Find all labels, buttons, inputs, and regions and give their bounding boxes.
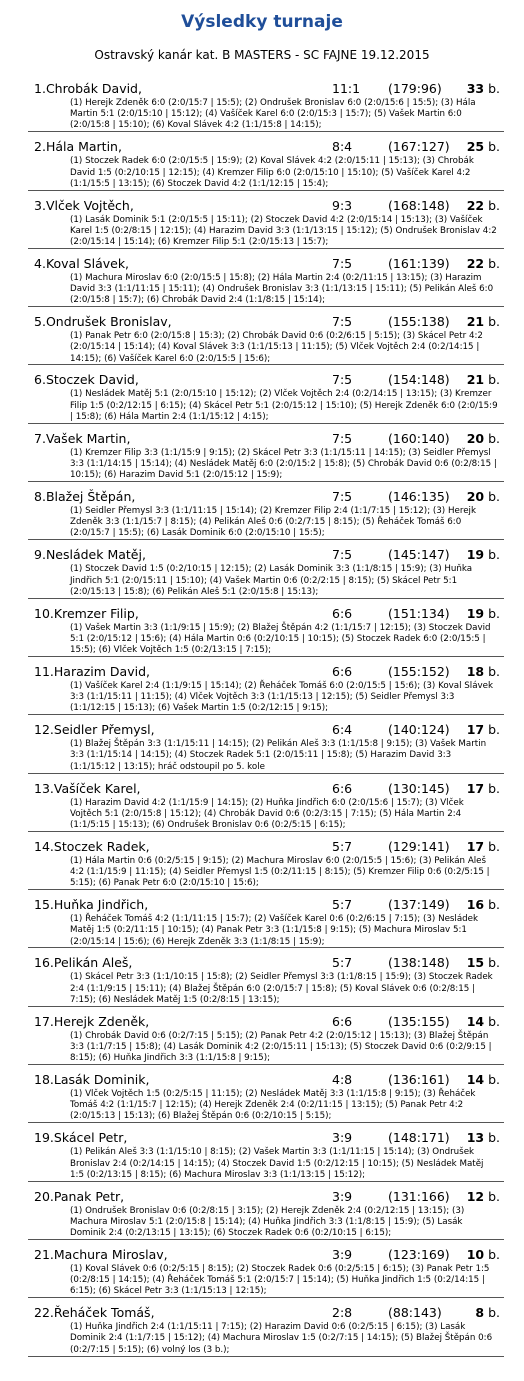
player-games: (1) Nesládek Matěj 5:1 (2:0/15:10 | 15:12); (2) Vlček Vojtěch 2:4 (0:2/14:15 | 13:15); (3) Kremzer Filip 1:5 (0:2/12:15 | 6:15); (4) Skácel Petr 5:1 (2:0/15:12 | 15:10); (5) Herejk Zdeněk 6:0 (2:0/15:9 | 15:8); (6) Hála Martin 2:4 (1:1/15:12 | 4:15);	[70, 389, 498, 422]
player-header	[28, 1014, 504, 1030]
player-score: 3:9	[332, 1130, 353, 1146]
player-rank: 6.	[34, 372, 46, 388]
player-rank: 21.	[34, 1246, 54, 1262]
player-games: (1) Herejk Zdeněk 6:0 (2:0/15:7 | 15:5); (2) Ondrušek Bronislav 6:0 (2:0/15:6 | 15:5); (3) Hála Martin 5:1 (2:0/15:10 | 15:12); (4) Vašíček Karel 6:0 (2:0/15:3 | 15:7); (5) Vašek Martin 6:0 (2:0/15:8 | 15:10); (6) Koval Slávek 4:2 (1:1/15:8 | 14:15);	[70, 98, 476, 131]
player-rank: 20.	[34, 1188, 54, 1204]
player-name: 9.Nesládek Matěj,	[34, 547, 146, 563]
player-ratio: (155:138)	[388, 314, 450, 330]
player-points: 16 b.	[466, 897, 500, 913]
player-games: (1) Harazim David 4:2 (1:1/15:9 | 14:15); (2) Huňka Jindřich 6:0 (2:0/15:6 | 15:7); (3) Vlček Vojtěch 5:1 (2:0/15:8 | 15:12); (4) Chrobák David 0:6 (0:2/3:15 | 7:15); (5) Hála Martin 2:4 (1:1/5:15 | 15:13); (6) Ondrušek Bronislav 0:6 (0:2/5:15 | 6:15);	[70, 797, 464, 830]
player-result	[28, 774, 504, 832]
player-header	[28, 839, 504, 855]
player-points: 8 b.	[475, 1305, 500, 1321]
player-points: 20 b.	[466, 430, 500, 446]
player-rank: 9.	[34, 547, 46, 563]
player-points: 22 b.	[466, 255, 500, 271]
player-ratio: (154:148)	[388, 372, 450, 388]
player-result	[28, 1065, 504, 1123]
player-rank: 2.	[34, 139, 46, 155]
player-games: (1) Vlček Vojtěch 1:5 (0:2/5:15 | 11:15); (2) Nesládek Matěj 3:3 (1:1/15:8 | 9:15); (3) Řeháček Tomáš 4:2 (1:1/15:7 | 12:15); (4) Herejk Zdeněk 2:4 (0:2/11:15 | 13:15); (5) Panak Petr 4:2 (2:0/15:13 | 15:13); (6) Blažej Štěpán 0:6 (0:2/10:15 | 5:15);	[70, 1089, 476, 1122]
player-score: 6:6	[332, 780, 353, 796]
player-ratio: (160:140)	[388, 430, 450, 446]
player-header	[28, 1130, 504, 1146]
player-name: 1.Chrobák David,	[34, 81, 142, 96]
player-header	[28, 1072, 504, 1088]
player-name: 16.Pelikán Aleš,	[34, 955, 133, 971]
player-games: (1) Panak Petr 6:0 (2:0/15:8 | 15:3); (2) Chrobák David 0:6 (0:2/6:15 | 5:15); (3) Skácel Petr 4:2 (2:0/15:14 | 15:14); (4) Koval Slávek 3:3 (1:1/15:13 | 11:15); (5) Vlček Vojtěch 2:4 (0:2/14:15 | 14:15); (6) Vašíček Karel 6:0 (2:0/15:5 | 15:6);	[70, 331, 483, 364]
player-rank: 15.	[34, 897, 54, 913]
player-name: 17.Herejk Zdeněk,	[34, 1013, 150, 1029]
player-score: 6:6	[332, 663, 353, 679]
player-score: 7:5	[332, 489, 353, 505]
player-header	[28, 1189, 504, 1205]
player-name: 7.Vašek Martin,	[34, 430, 131, 446]
player-result	[28, 599, 504, 657]
player-points: 21 b.	[466, 314, 500, 330]
player-header	[28, 722, 504, 738]
player-games: (1) Machura Miroslav 6:0 (2:0/15:5 | 15:8); (2) Hála Martin 2:4 (0:2/11:15 | 13:15); (3) Harazim David 3:3 (1:1/11:15 | 15:11); (4) Ondrušek Bronislav 3:3 (1:1/13:15 | 15:11); (5) Pelikán Aleš 6:0 (2:0/15:8 | 15:7); (6) Chrobák David 2:4 (1:1/8:15 | 15:14);	[70, 272, 494, 306]
player-score: 3:9	[332, 1246, 353, 1262]
player-header	[28, 139, 504, 155]
player-rank: 7.	[34, 430, 46, 446]
player-name: 2.Hála Martin,	[34, 139, 122, 155]
player-games: (1) Hála Martin 0:6 (0:2/5:15 | 9:15); (2) Machura Miroslav 6:0 (2:0/15:5 | 15:6); (3) Pelikán Aleš 4:2 (1:1/15:9 | 11:15); (4) Seidler Přemysl 1:5 (0:2/11:15 | 8:15); (5) Kremzer Filip 0:6 (0:2/5:15 | 5:15); (6) Panak Petr 6:0 (2:0/15:10 | 15:6);	[70, 855, 490, 889]
player-score: 5:7	[332, 838, 353, 854]
player-ratio: (129:141)	[388, 838, 450, 854]
player-score: 9:3	[332, 197, 353, 213]
player-name: 11.Harazim David,	[34, 663, 150, 679]
player-result	[28, 249, 504, 307]
player-score: 11:1	[332, 81, 361, 96]
player-ratio: (148:171)	[388, 1130, 450, 1146]
player-points: 22 b.	[466, 197, 500, 213]
player-games: (1) Stoczek David 1:5 (0:2/10:15 | 12:15); (2) Lasák Dominik 3:3 (1:1/8:15 | 15:9); (3) Huňka Jindřich 5:1 (2:0/15:11 | 15:10); (4) Vašek Martin 0:6 (0:2/2:15 | 8:15); (5) Skácel Petr 5:1 (2:0/15:13 | 15:8); (6) Pelikán Aleš 5:1 (2:0/15:8 | 15:13);	[70, 564, 473, 597]
player-games: (1) Stoczek Radek 6:0 (2:0/15:5 | 15:9); (2) Koval Slávek 4:2 (2:0/15:11 | 15:13); (3) Chrobák David 1:5 (0:2/10:15 | 12:15); (4) Kremzer Filip 6:0 (2:0/15:10 | 15:10); (5) Vašíček Karel 4:2 (1:1/15:5 | 13:15); (6) Stoczek David 4:2 (1:1/12:15 | 15:4);	[70, 156, 474, 189]
player-header	[28, 547, 504, 563]
player-rank: 22.	[34, 1305, 54, 1321]
player-name: 3.Vlček Vojtěch,	[34, 197, 134, 213]
player-points: 13 b.	[466, 1130, 500, 1146]
player-ratio: (88:143)	[388, 1305, 442, 1321]
player-points: 19 b.	[466, 547, 500, 563]
player-score: 6:4	[332, 722, 353, 738]
player-points: 19 b.	[466, 605, 500, 621]
player-rank: 17.	[34, 1013, 54, 1029]
player-rank: 4.	[34, 255, 46, 271]
player-games: (1) Ondrušek Bronislav 0:6 (0:2/8:15 | 3:15); (2) Herejk Zdeněk 2:4 (0:2/12:15 | 13:15); (3) Machura Miroslav 5:1 (2:0/15:8 | 15:14); (4) Huňka Jindřich 3:3 (1:1/8:15 | 15:9); (5) Lasák Dominik 2:4 (0:2/13:15 | 13:15); (6) Stoczek Radek 0:6 (0:2/10:15 | 6:15);	[70, 1205, 465, 1239]
player-ratio: (131:166)	[388, 1188, 450, 1204]
player-score: 6:6	[332, 1013, 353, 1029]
player-games: (1) Chrobák David 0:6 (0:2/7:15 | 5:15); (2) Panak Petr 4:2 (2:0/15:12 | 15:13); (3) Blažej Štěpán 3:3 (1:1/7:15 | 15:8); (4) Lasák Dominik 4:2 (2:0/15:11 | 15:13); (5) Stoczek David 0:6 (0:2/9:15 | 8:15); (6) Huňka Jindřich 3:3 (1:1/15:8 | 9:15);	[70, 1030, 492, 1064]
player-games: (1) Lasák Dominik 5:1 (2:0/15:5 | 15:11); (2) Stoczek David 4:2 (2:0/15:14 | 15:13); (3) Vašíček Karel 1:5 (0:2/8:15 | 12:15); (4) Harazim David 3:3 (1:1/13:15 | 15:12); (5) Ondrušek Bronislav 4:2 (2:0/15:14 | 15:14); (6) Kremzer Filip 5:1 (2:0/15:13 | 15:7);	[70, 214, 497, 247]
player-rank: 12.	[34, 722, 54, 738]
player-games: (1) Vašíček Karel 2:4 (1:1/9:15 | 15:14); (2) Řeháček Tomáš 6:0 (2:0/15:5 | 15:6); (3) Koval Slávek 3:3 (1:1/15:11 | 11:15); (4) Vlček Vojtěch 3:3 (1:1/15:13 | 12:15); (5) Seidler Přemysl 3:3 (1:1/12:15 | 15:13); (6) Vašek Martin 1:5 (0:2/12:15 | 9:15);	[70, 680, 494, 714]
player-rank: 13.	[34, 780, 54, 796]
player-score: 5:7	[332, 955, 353, 971]
player-result	[28, 1182, 504, 1240]
player-result	[28, 657, 504, 715]
player-ratio: (135:155)	[388, 1013, 450, 1029]
player-games: (1) Seidler Přemysl 3:3 (1:1/11:15 | 15:14); (2) Kremzer Filip 2:4 (1:1/7:15 | 15:12); (3) Herejk Zdeněk 3:3 (1:1/15:7 | 8:15); (4) Pelikán Aleš 0:6 (0:2/7:15 | 8:15); (5) Řeháček Tomáš 6:0 (2:0/15:7 | 15:5); (6) Lasák Dominik 6:0 (2:0/15:10 | 15:5);	[70, 506, 477, 539]
player-rank: 19.	[34, 1130, 54, 1146]
player-name: 22.Řeháček Tomáš,	[34, 1305, 155, 1321]
player-ratio: (137:149)	[388, 897, 450, 913]
player-rank: 8.	[34, 489, 46, 505]
player-result	[28, 832, 504, 890]
player-header	[28, 664, 504, 680]
player-ratio: (136:161)	[388, 1072, 450, 1088]
player-header	[28, 489, 504, 505]
player-result	[28, 191, 504, 249]
player-games: (1) Kremzer Filip 3:3 (1:1/15:9 | 9:15); (2) Skácel Petr 3:3 (1:1/15:11 | 14:15); (3) Seidler Přemysl 3:3 (1:1/14:15 | 15:14); (4) Nesládek Matěj 6:0 (2:0/15:2 | 15:8); (5) Chrobák David 0:6 (0:2/8:15 | 10:15); (6) Harazim David 5:1 (2:0/15:12 | 15:9);	[70, 447, 497, 481]
player-points: 20 b.	[466, 489, 500, 505]
player-games: (1) Vašek Martin 3:3 (1:1/9:15 | 15:9); (2) Blažej Štěpán 4:2 (1:1/15:7 | 12:15); (3) Stoczek David 5:1 (2:0/15:12 | 15:6); (4) Hála Martin 0:6 (0:2/10:15 | 10:15); (5) Stoczek Radek 6:0 (2:0/15:5 | 15:5); (6) Vlček Vojtěch 1:5 (0:2/13:15 | 7:15);	[70, 622, 491, 656]
player-result	[28, 132, 504, 190]
player-ratio: (130:145)	[388, 780, 450, 796]
player-header	[28, 431, 504, 447]
player-games: (1) Řeháček Tomáš 4:2 (1:1/11:15 | 15:7); (2) Vašíček Karel 0:6 (0:2/6:15 | 7:15); (3) Nesládek Matěj 1:5 (0:2/11:15 | 10:15); (4) Panak Petr 3:3 (1:1/15:8 | 9:15); (5) Machura Miroslav 5:1 (2:0/15:14 | 15:6); (6) Herejk Zdeněk 3:3 (1:1/8:15 | 15:9);	[70, 914, 479, 947]
player-result	[28, 540, 504, 598]
player-points: 10 b.	[466, 1246, 500, 1262]
player-score: 7:5	[332, 547, 353, 563]
player-name: 6.Stoczek David,	[34, 372, 139, 388]
player-result	[28, 482, 504, 540]
player-ratio: (161:139)	[388, 255, 450, 271]
player-name: 8.Blažej Štěpán,	[34, 489, 136, 505]
player-result	[28, 1007, 504, 1065]
player-header	[28, 897, 504, 913]
player-ratio: (151:134)	[388, 605, 450, 621]
results-list	[0, 74, 524, 1357]
player-ratio: (167:127)	[388, 139, 450, 155]
player-header	[28, 781, 504, 797]
player-games: (1) Skácel Petr 3:3 (1:1/10:15 | 15:8); (2) Seidler Přemysl 3:3 (1:1/8:15 | 15:9); (3) Stoczek Radek 2:4 (1:1/9:15 | 15:11); (4) Blažej Štěpán 6:0 (2:0/15:7 | 15:8); (5) Koval Slávek 0:6 (0:2/8:15 | 7:15); (6) Nesládek Matěj 1:5 (0:2/8:15 | 13:15);	[70, 972, 493, 1005]
player-games: (1) Blažej Štěpán 3:3 (1:1/15:11 | 14:15); (2) Pelikán Aleš 3:3 (1:1/15:8 | 9:15); (3) Vašek Martin 3:3 (1:1/15:14 | 14:15); (4) Stoczek Radek 5:1 (2:0/15:11 | 15:8); (5) Harazim David 3:3 (1:1/15:12 | 13:15); hráč odstoupil po 5. kole	[70, 739, 487, 772]
player-rank: 18.	[34, 1072, 54, 1088]
player-name: 12.Seidler Přemysl,	[34, 722, 155, 738]
player-name: 4.Koval Slávek,	[34, 255, 130, 271]
player-header	[28, 198, 504, 214]
player-points: 25 b.	[466, 139, 500, 155]
player-points: 15 b.	[466, 955, 500, 971]
player-games: (1) Koval Slávek 0:6 (0:2/5:15 | 8:15); (2) Stoczek Radek 0:6 (0:2/5:15 | 6:15); (3) Panak Petr 1:5 (0:2/8:15 | 14:15); (4) Řeháček Tomáš 5:1 (2:0/15:7 | 15:14); (5) Huňka Jindřich 1:5 (0:2/14:15 | 6:15); (6) Skácel Petr 3:3 (1:1/15:13 | 12:15);	[70, 1263, 490, 1297]
player-name: 19.Skácel Petr,	[34, 1130, 128, 1146]
player-ratio: (138:148)	[388, 955, 450, 971]
player-score: 7:5	[332, 372, 353, 388]
player-header	[28, 372, 504, 388]
player-result	[28, 890, 504, 948]
player-header	[28, 256, 504, 272]
player-result	[28, 424, 504, 482]
player-points: 33 b.	[466, 81, 500, 96]
player-points: 14 b.	[466, 1072, 500, 1088]
player-score: 7:5	[332, 430, 353, 446]
player-header	[28, 314, 504, 330]
player-points: 17 b.	[466, 780, 500, 796]
player-ratio: (123:169)	[388, 1246, 450, 1262]
player-games: (1) Huňka Jindřich 2:4 (1:1/15:11 | 7:15); (2) Harazim David 0:6 (0:2/5:15 | 6:15); (3) Lasák Dominik 2:4 (1:1/7:15 | 15:12); (4) Machura Miroslav 1:5 (0:2/7:15 | 14:15); (5) Blažej Štěpán 0:6 (0:2/7:15 | 5:15); (6) volný los (3 b.);	[70, 1322, 493, 1355]
player-points: 17 b.	[466, 722, 500, 738]
player-result	[28, 948, 504, 1006]
player-name: 5.Ondrušek Bronislav,	[34, 314, 172, 330]
player-points: 12 b.	[466, 1188, 500, 1204]
player-ratio: (168:148)	[388, 197, 450, 213]
player-result	[28, 307, 504, 365]
player-rank: 1.	[34, 81, 46, 96]
player-name: 20.Panak Petr,	[34, 1188, 125, 1204]
player-rank: 14.	[34, 838, 54, 854]
player-ratio: (155:152)	[388, 663, 450, 679]
player-rank: 3.	[34, 197, 46, 213]
player-header	[28, 606, 504, 622]
player-ratio: (179:96)	[388, 81, 442, 96]
player-result	[28, 1123, 504, 1181]
player-points: 21 b.	[466, 372, 500, 388]
player-score: 8:4	[332, 139, 353, 155]
player-header	[28, 1305, 504, 1321]
player-score: 4:8	[332, 1072, 353, 1088]
player-name: 10.Kremzer Filip,	[34, 605, 139, 621]
player-ratio: (146:135)	[388, 489, 450, 505]
player-ratio: (140:124)	[388, 722, 450, 738]
player-score: 6:6	[332, 605, 353, 621]
player-score: 7:5	[332, 255, 353, 271]
player-games: (1) Pelikán Aleš 3:3 (1:1/15:10 | 8:15); (2) Vašek Martin 3:3 (1:1/11:15 | 15:14); (3) Ondrušek Bronislav 2:4 (0:2/14:15 | 14:15); (4) Stoczek David 1:5 (0:2/12:15 | 10:15); (5) Nesládek Matěj 1:5 (0:2/13:15 | 8:15); (6) Machura Miroslav 3:3 (1:1/13:15 | 15:12);	[70, 1147, 484, 1180]
player-name: 21.Machura Miroslav,	[34, 1246, 168, 1262]
player-rank: 16.	[34, 955, 54, 971]
player-result	[28, 74, 504, 132]
player-rank: 5.	[34, 314, 46, 330]
player-result	[28, 715, 504, 773]
player-result	[28, 1240, 504, 1298]
player-score: 2:8	[332, 1305, 353, 1321]
player-rank: 11.	[34, 663, 54, 679]
page-title: Výsledky turnaje	[181, 12, 343, 32]
player-rank: 10.	[34, 605, 54, 621]
player-points: 17 b.	[466, 838, 500, 854]
player-score: 5:7	[332, 897, 353, 913]
player-header	[28, 1247, 504, 1263]
player-score: 3:9	[332, 1188, 353, 1204]
player-points: 18 b.	[466, 663, 500, 679]
tournament-subtitle: Ostravský kanár kat. B MASTERS - SC FAJNE 19.12.2015	[94, 48, 430, 62]
player-score: 7:5	[332, 314, 353, 330]
player-name: 18.Lasák Dominik,	[34, 1072, 150, 1088]
player-header	[28, 955, 504, 971]
player-result	[28, 1298, 504, 1356]
player-name: 15.Huňka Jindřich,	[34, 897, 149, 913]
player-header	[28, 81, 504, 97]
player-result	[28, 365, 504, 423]
player-name: 13.Vašíček Karel,	[34, 780, 141, 796]
player-ratio: (145:147)	[388, 547, 450, 563]
player-name: 14.Stoczek Radek,	[34, 838, 150, 854]
player-points: 14 b.	[466, 1013, 500, 1029]
